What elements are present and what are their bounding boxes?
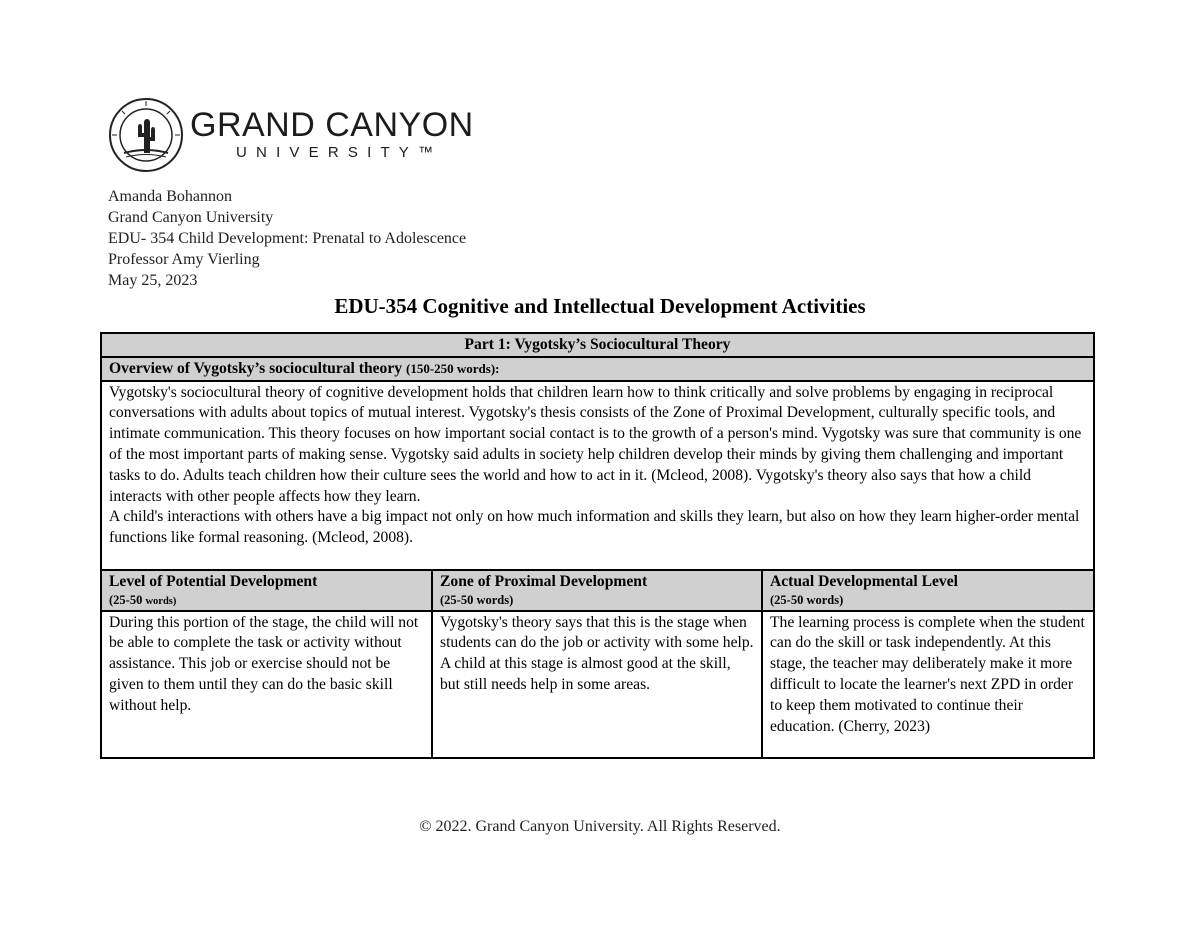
university-seal-icon — [108, 97, 184, 173]
overview-heading-text: Overview of Vygotsky’s sociocultural theory — [109, 359, 403, 377]
levels-body-row — [101, 611, 1094, 758]
overview-body[interactable] — [101, 381, 1094, 570]
logo-name: GRAND CANYON — [190, 106, 474, 144]
column-word-count: (25-50 words) — [109, 592, 177, 607]
column-heading — [101, 570, 432, 611]
column-heading-text: Zone of Proximal Development — [440, 572, 648, 590]
column-word-count: (25-50 words) — [440, 592, 514, 607]
overview-body-row — [101, 381, 1094, 570]
institution-name: Grand Canyon University — [108, 209, 274, 226]
part-heading: Part 1: Vygotsky’s Sociocultural Theory — [101, 333, 1094, 357]
column-word-count: (25-50 words) — [770, 592, 844, 607]
assignment-table — [100, 332, 1095, 759]
document-title: EDU-354 Cognitive and Intellectual Development Activities — [334, 294, 866, 318]
copyright-footer: © 2022. Grand Canyon University. All Rights Reserved. — [419, 818, 781, 835]
university-logo — [108, 96, 474, 174]
logo-subtitle: UNIVERSITY™ — [236, 144, 443, 161]
student-header — [108, 186, 466, 291]
submission-date: May 25, 2023 — [108, 272, 198, 289]
course-name: EDU- 354 Child Development: Prenatal to Adolescence — [108, 230, 467, 247]
professor-name: Professor Amy Vierling — [108, 251, 260, 268]
column-heading — [762, 570, 1094, 611]
proximal-development-cell[interactable]: Vygotsky's theory says that this is the stage when students can do the job or activity with some help. A child at this stage is almost good at the skill, but still needs help in some areas. — [432, 611, 762, 758]
author-name: Amanda Bohannon — [108, 188, 232, 205]
overview-heading — [101, 357, 1094, 381]
part-heading-row — [101, 333, 1094, 357]
overview-paragraph-1: Vygotsky's sociocultural theory of cognitive development holds that children learn how to think critically and solve problems by engaging in reciprocal conversations with adults about topics of mutual interest. Vygotsky's thesis consists of the Zone of Proximal Development, culturally specific tools, and intimate communication. This theory focuses on how important social contact is to the growth of a person's mind. Vygotsky was sure that community is one of the most important parts of making sense. Vygotsky said adults in society help children develop their minds by giving them challenging and important tasks to do. Adults teach children how their culture sees the world and how to act in it. (Mcleod, 2008). Vygotsky's theory also says that how a child interacts with other people affects how they learn. — [109, 383, 1082, 505]
logo-wordmark — [190, 107, 474, 163]
potential-development-cell[interactable]: During this portion of the stage, the child will not be able to complete the task or activity without assistance. This job or exercise should not be given to them until they can do the basic skill without help. — [101, 611, 432, 758]
column-heading — [432, 570, 762, 611]
column-heading-text: Actual Developmental Level — [770, 572, 958, 590]
actual-development-cell[interactable]: The learning process is complete when the student can do the skill or task independently. At this stage, the teacher may deliberately make it more difficult to locate the learner's next ZPD in order to keep them motivated to continue their education. (Cherry, 2023) — [762, 611, 1094, 758]
levels-heading-row — [101, 570, 1094, 611]
overview-heading-row — [101, 357, 1094, 381]
overview-paragraph-2: A child's interactions with others have a big impact not only on how much information and skills they learn, but also on how they learn higher-order mental functions like formal reasoning. (Mcleod, 2008). — [109, 508, 1080, 547]
overview-word-count: (150-250 words): — [405, 360, 500, 376]
column-heading-text: Level of Potential Development — [109, 572, 318, 590]
